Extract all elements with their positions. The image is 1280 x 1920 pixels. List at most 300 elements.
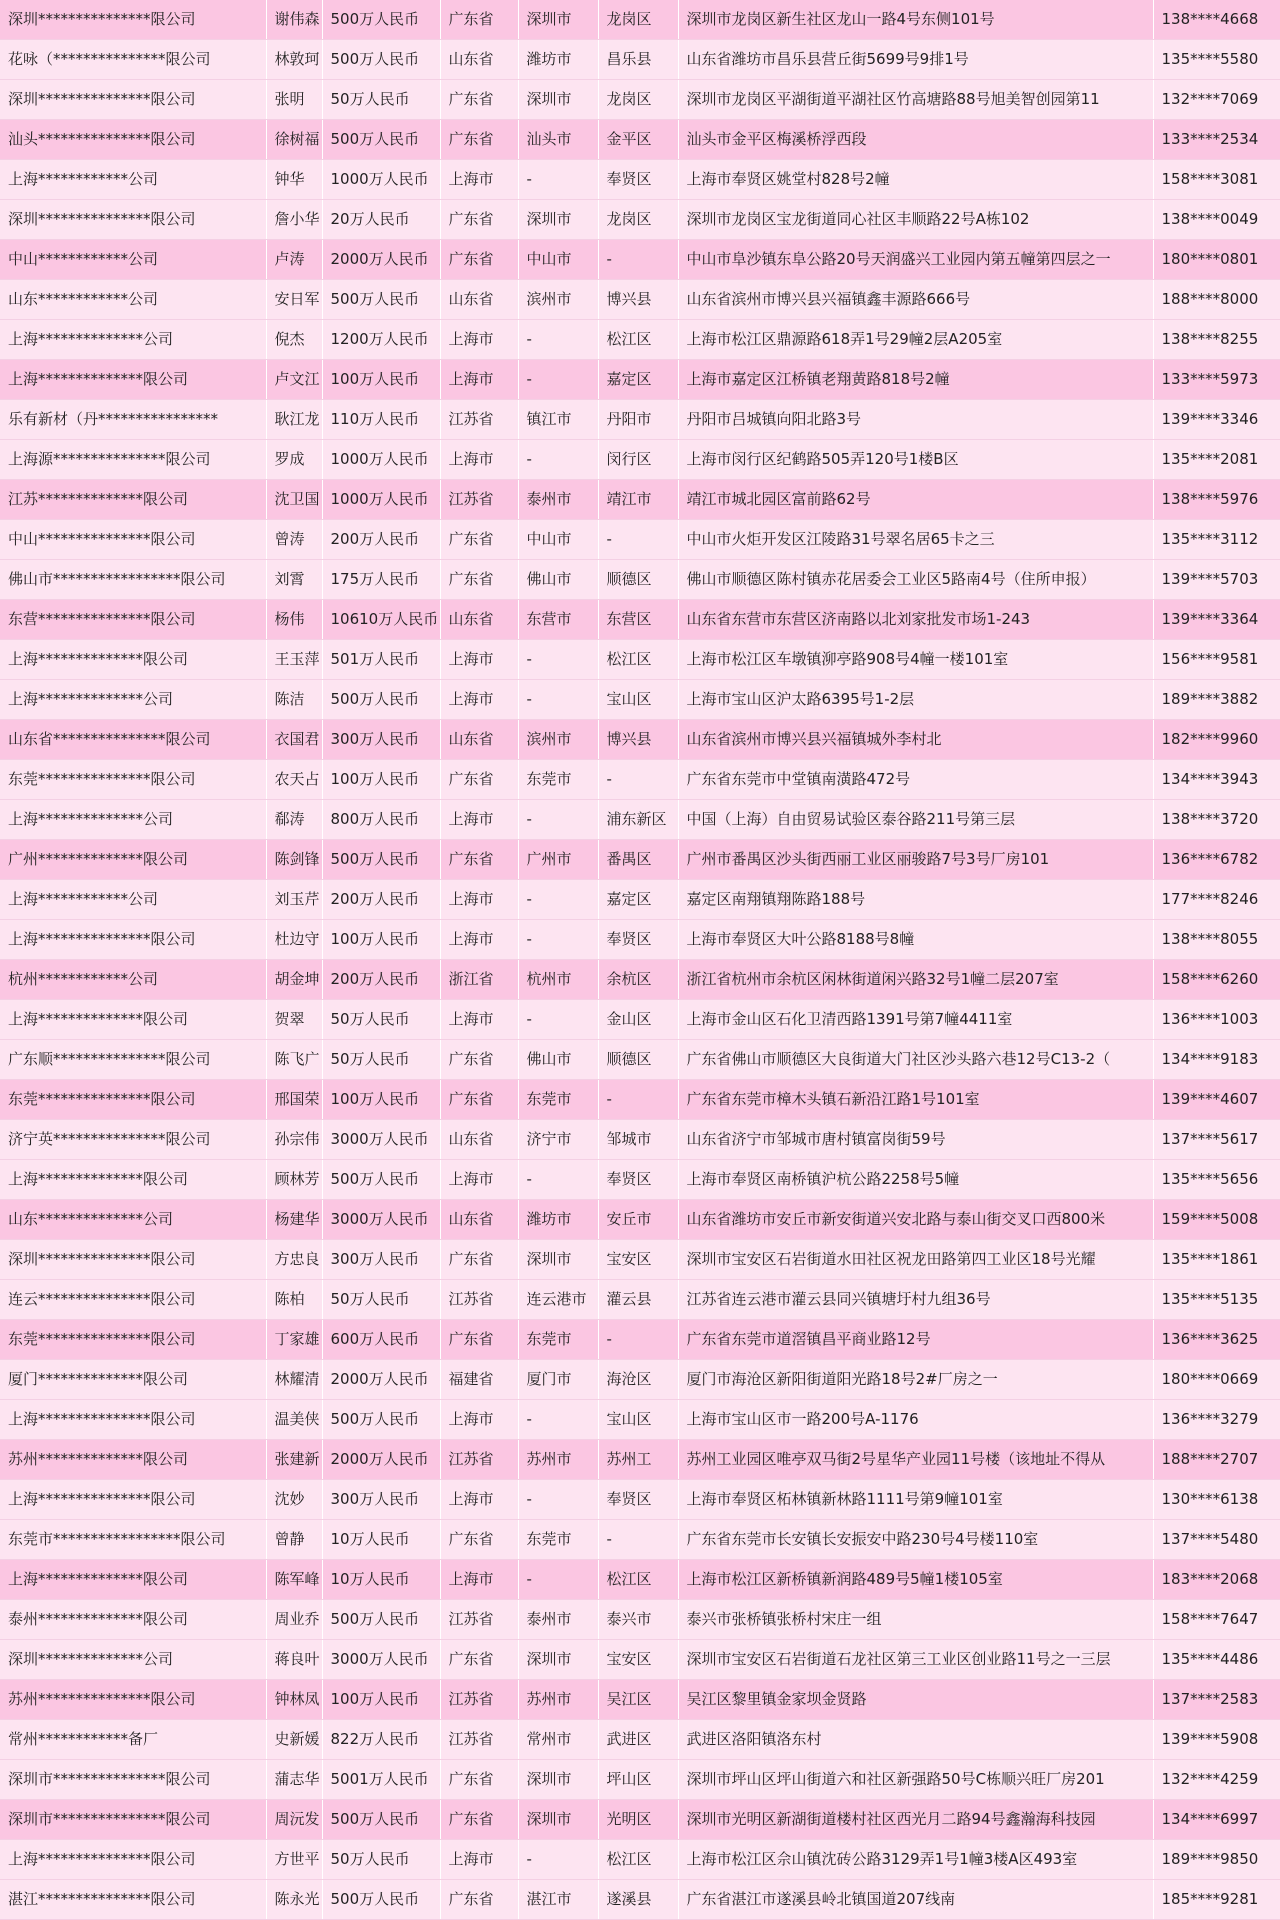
- cell-address: 上海市松江区新桥镇新润路489号5幢1楼105室: [678, 1560, 1153, 1600]
- cell-province: 山东省: [440, 720, 518, 760]
- table-row: [0, 1560, 1280, 1600]
- cell-address: 深圳市龙岗区宝龙街道同心社区丰顺路22号A栋102: [678, 200, 1153, 240]
- cell-district: 吴江区: [598, 1680, 678, 1720]
- cell-person: 陈飞广: [266, 1040, 322, 1080]
- table-row: [0, 240, 1280, 280]
- cell-company: 深圳市***************限公司: [0, 1800, 266, 1840]
- cell-district: -: [598, 240, 678, 280]
- cell-district: 奉贤区: [598, 920, 678, 960]
- cell-city: 泰州市: [518, 1600, 598, 1640]
- cell-address: 深圳市宝安区石岩街道水田社区祝龙田路第四工业区18号光耀: [678, 1240, 1153, 1280]
- cell-province: 广东省: [440, 840, 518, 880]
- cell-person: 周沅发: [266, 1800, 322, 1840]
- cell-person: 詹小华: [266, 200, 322, 240]
- cell-company: 上海**************限公司: [0, 1000, 266, 1040]
- cell-person: 周业乔: [266, 1600, 322, 1640]
- cell-address: 上海市松江区鼎源路618弄1号29幢2层A205室: [678, 320, 1153, 360]
- cell-city: 深圳市: [518, 200, 598, 240]
- cell-person: 刘玉芹: [266, 880, 322, 920]
- cell-city: 深圳市: [518, 0, 598, 40]
- cell-city: 常州市: [518, 1720, 598, 1760]
- cell-person: 杨建华: [266, 1200, 322, 1240]
- cell-city: 东营市: [518, 600, 598, 640]
- table-row: [0, 680, 1280, 720]
- cell-person: 顾林芳: [266, 1160, 322, 1200]
- cell-person: 陈军峰: [266, 1560, 322, 1600]
- cell-capital: 100万人民币: [322, 360, 440, 400]
- cell-city: 济宁市: [518, 1120, 598, 1160]
- cell-city: 潍坊市: [518, 40, 598, 80]
- cell-person: 蒲志华: [266, 1760, 322, 1800]
- cell-phone: 138****3720: [1153, 800, 1280, 840]
- cell-capital: 822万人民币: [322, 1720, 440, 1760]
- cell-capital: 1200万人民币: [322, 320, 440, 360]
- cell-phone: 135****5135: [1153, 1280, 1280, 1320]
- cell-address: 中国（上海）自由贸易试验区泰谷路211号第三层: [678, 800, 1153, 840]
- cell-province: 上海市: [440, 1160, 518, 1200]
- cell-district: 龙岗区: [598, 0, 678, 40]
- cell-company: 上海***************限公司: [0, 920, 266, 960]
- cell-company: 上海**************限公司: [0, 1560, 266, 1600]
- cell-district: 博兴县: [598, 280, 678, 320]
- cell-province: 上海市: [440, 680, 518, 720]
- cell-district: 东营区: [598, 600, 678, 640]
- cell-capital: 1000万人民币: [322, 440, 440, 480]
- cell-address: 广东省东莞市道滘镇昌平商业路12号: [678, 1320, 1153, 1360]
- cell-city: 佛山市: [518, 1040, 598, 1080]
- cell-phone: 138****8055: [1153, 920, 1280, 960]
- cell-province: 江苏省: [440, 1280, 518, 1320]
- cell-person: 张建新: [266, 1440, 322, 1480]
- cell-phone: 135****2081: [1153, 440, 1280, 480]
- cell-address: 广东省佛山市顺德区大良街道大门社区沙头路六巷12号C13-2（: [678, 1040, 1153, 1080]
- cell-company: 连云***************限公司: [0, 1280, 266, 1320]
- cell-address: 广州市番禺区沙头街西丽工业区丽骏路7号3号厂房101: [678, 840, 1153, 880]
- cell-province: 上海市: [440, 1560, 518, 1600]
- cell-person: 邢国荣: [266, 1080, 322, 1120]
- cell-city: 东莞市: [518, 1320, 598, 1360]
- cell-district: 奉贤区: [598, 1160, 678, 1200]
- table-row: [0, 320, 1280, 360]
- cell-province: 上海市: [440, 920, 518, 960]
- cell-city: 连云港市: [518, 1280, 598, 1320]
- cell-province: 广东省: [440, 520, 518, 560]
- table-row: [0, 400, 1280, 440]
- cell-city: 深圳市: [518, 1760, 598, 1800]
- cell-company: 泰州**************限公司: [0, 1600, 266, 1640]
- table-row: [0, 1000, 1280, 1040]
- cell-district: 苏州工: [598, 1440, 678, 1480]
- cell-city: 东莞市: [518, 1520, 598, 1560]
- table-row: [0, 280, 1280, 320]
- cell-capital: 2000万人民币: [322, 1360, 440, 1400]
- cell-phone: 137****5480: [1153, 1520, 1280, 1560]
- cell-address: 山东省潍坊市昌乐县营丘街5699号9排1号: [678, 40, 1153, 80]
- cell-city: 潍坊市: [518, 1200, 598, 1240]
- cell-province: 上海市: [440, 880, 518, 920]
- cell-city: 杭州市: [518, 960, 598, 1000]
- cell-phone: 138****8255: [1153, 320, 1280, 360]
- cell-capital: 175万人民币: [322, 560, 440, 600]
- cell-address: 上海市奉贤区大叶公路8188号8幢: [678, 920, 1153, 960]
- cell-capital: 50万人民币: [322, 1840, 440, 1880]
- cell-district: 邹城市: [598, 1120, 678, 1160]
- cell-district: 余杭区: [598, 960, 678, 1000]
- cell-person: 钟林凤: [266, 1680, 322, 1720]
- cell-address: 苏州工业园区唯亭双马街2号星华产业园11号楼（该地址不得从: [678, 1440, 1153, 1480]
- cell-phone: 180****0669: [1153, 1360, 1280, 1400]
- table-row: [0, 80, 1280, 120]
- cell-phone: 137****2583: [1153, 1680, 1280, 1720]
- cell-address: 上海市奉贤区南桥镇沪杭公路2258号5幢: [678, 1160, 1153, 1200]
- cell-province: 江苏省: [440, 1680, 518, 1720]
- cell-phone: 158****3081: [1153, 160, 1280, 200]
- cell-city: 深圳市: [518, 1800, 598, 1840]
- cell-person: 倪杰: [266, 320, 322, 360]
- cell-company: 厦门**************限公司: [0, 1360, 266, 1400]
- table-row: [0, 1120, 1280, 1160]
- cell-province: 山东省: [440, 1200, 518, 1240]
- cell-person: 方世平: [266, 1840, 322, 1880]
- cell-city: -: [518, 920, 598, 960]
- cell-person: 杜边守: [266, 920, 322, 960]
- cell-district: 武进区: [598, 1720, 678, 1760]
- cell-person: 陈永光: [266, 1880, 322, 1920]
- cell-address: 深圳市坪山区坪山街道六和社区新强路50号C栋顺兴旺厂房201: [678, 1760, 1153, 1800]
- cell-phone: 134****9183: [1153, 1040, 1280, 1080]
- table-row: [0, 1320, 1280, 1360]
- cell-district: 靖江市: [598, 480, 678, 520]
- cell-company: 东莞***************限公司: [0, 1080, 266, 1120]
- cell-city: 佛山市: [518, 560, 598, 600]
- cell-person: 耿江龙: [266, 400, 322, 440]
- cell-city: -: [518, 160, 598, 200]
- cell-phone: 189****9850: [1153, 1840, 1280, 1880]
- cell-phone: 158****7647: [1153, 1600, 1280, 1640]
- cell-city: 深圳市: [518, 1240, 598, 1280]
- cell-company: 苏州**************限公司: [0, 1440, 266, 1480]
- cell-district: 嘉定区: [598, 880, 678, 920]
- cell-phone: 133****2534: [1153, 120, 1280, 160]
- cell-person: 谢伟森: [266, 0, 322, 40]
- cell-capital: 500万人民币: [322, 1600, 440, 1640]
- cell-province: 广东省: [440, 1880, 518, 1920]
- cell-city: 滨州市: [518, 280, 598, 320]
- cell-district: 金山区: [598, 1000, 678, 1040]
- table-row: [0, 1680, 1280, 1720]
- table-row: [0, 520, 1280, 560]
- cell-city: -: [518, 880, 598, 920]
- cell-capital: 500万人民币: [322, 840, 440, 880]
- cell-province: 浙江省: [440, 960, 518, 1000]
- table-row: [0, 560, 1280, 600]
- cell-person: 罗成: [266, 440, 322, 480]
- cell-province: 上海市: [440, 1840, 518, 1880]
- cell-capital: 500万人民币: [322, 120, 440, 160]
- cell-address: 山东省东营市东营区济南路以北刘家批发市场1-243: [678, 600, 1153, 640]
- cell-company: 上海**************限公司: [0, 360, 266, 400]
- cell-capital: 110万人民币: [322, 400, 440, 440]
- cell-phone: 139****3364: [1153, 600, 1280, 640]
- cell-city: 泰州市: [518, 480, 598, 520]
- cell-address: 山东省潍坊市安丘市新安街道兴安北路与泰山街交叉口西800米: [678, 1200, 1153, 1240]
- cell-phone: 158****6260: [1153, 960, 1280, 1000]
- cell-company: 深圳***************限公司: [0, 0, 266, 40]
- cell-district: 闵行区: [598, 440, 678, 480]
- cell-province: 山东省: [440, 280, 518, 320]
- cell-district: -: [598, 760, 678, 800]
- cell-phone: 139****4607: [1153, 1080, 1280, 1120]
- cell-capital: 500万人民币: [322, 40, 440, 80]
- cell-phone: 135****4486: [1153, 1640, 1280, 1680]
- table-row: [0, 200, 1280, 240]
- cell-person: 徐树福: [266, 120, 322, 160]
- cell-city: 厦门市: [518, 1360, 598, 1400]
- cell-phone: 177****8246: [1153, 880, 1280, 920]
- cell-capital: 50万人民币: [322, 80, 440, 120]
- cell-district: 海沧区: [598, 1360, 678, 1400]
- cell-person: 王玉萍: [266, 640, 322, 680]
- cell-province: 广东省: [440, 1760, 518, 1800]
- cell-person: 沈妙: [266, 1480, 322, 1520]
- cell-company: 上海**************限公司: [0, 640, 266, 680]
- cell-address: 嘉定区南翔镇翔陈路188号: [678, 880, 1153, 920]
- table-row: [0, 1760, 1280, 1800]
- table-row: [0, 1880, 1280, 1920]
- cell-person: 钟华: [266, 160, 322, 200]
- cell-province: 上海市: [440, 640, 518, 680]
- cell-company: 东营***************限公司: [0, 600, 266, 640]
- table-row: [0, 840, 1280, 880]
- cell-province: 山东省: [440, 600, 518, 640]
- cell-city: -: [518, 440, 598, 480]
- cell-capital: 2000万人民币: [322, 240, 440, 280]
- cell-district: 顺德区: [598, 560, 678, 600]
- cell-address: 江苏省连云港市灌云县同兴镇塘圩村九组36号: [678, 1280, 1153, 1320]
- cell-address: 广东省湛江市遂溪县岭北镇国道207线南: [678, 1880, 1153, 1920]
- table-row: [0, 1520, 1280, 1560]
- cell-address: 山东省济宁市邹城市唐村镇富岗街59号: [678, 1120, 1153, 1160]
- cell-address: 深圳市龙岗区平湖街道平湖社区竹高塘路88号旭美智创园第11: [678, 80, 1153, 120]
- cell-province: 广东省: [440, 560, 518, 600]
- cell-province: 上海市: [440, 160, 518, 200]
- cell-district: 丹阳市: [598, 400, 678, 440]
- cell-capital: 1000万人民币: [322, 160, 440, 200]
- table-row: [0, 800, 1280, 840]
- cell-address: 广东省东莞市樟木头镇石新沿江路1号101室: [678, 1080, 1153, 1120]
- cell-company: 上海***************限公司: [0, 1840, 266, 1880]
- cell-district: 宝安区: [598, 1240, 678, 1280]
- cell-phone: 139****5908: [1153, 1720, 1280, 1760]
- cell-address: 上海市嘉定区江桥镇老翔黄路818号2幢: [678, 360, 1153, 400]
- cell-address: 丹阳市吕城镇向阳北路3号: [678, 400, 1153, 440]
- cell-city: 滨州市: [518, 720, 598, 760]
- cell-province: 广东省: [440, 200, 518, 240]
- cell-city: 镇江市: [518, 400, 598, 440]
- cell-company: 山东**************公司: [0, 1200, 266, 1240]
- cell-capital: 500万人民币: [322, 1880, 440, 1920]
- cell-address: 武进区洛阳镇洛东村: [678, 1720, 1153, 1760]
- cell-city: -: [518, 1160, 598, 1200]
- table-row: [0, 0, 1280, 40]
- cell-company: 佛山市*****************限公司: [0, 560, 266, 600]
- cell-address: 上海市宝山区沪太路6395号1-2层: [678, 680, 1153, 720]
- cell-capital: 200万人民币: [322, 880, 440, 920]
- cell-company: 东莞***************限公司: [0, 1320, 266, 1360]
- cell-city: 湛江市: [518, 1880, 598, 1920]
- cell-city: 汕头市: [518, 120, 598, 160]
- cell-province: 上海市: [440, 1400, 518, 1440]
- cell-person: 卢涛: [266, 240, 322, 280]
- cell-person: 史新媛: [266, 1720, 322, 1760]
- cell-capital: 200万人民币: [322, 520, 440, 560]
- cell-capital: 10万人民币: [322, 1520, 440, 1560]
- cell-address: 广东省东莞市长安镇长安振安中路230号4号楼110室: [678, 1520, 1153, 1560]
- cell-phone: 136****3625: [1153, 1320, 1280, 1360]
- cell-phone: 136****3279: [1153, 1400, 1280, 1440]
- cell-district: 博兴县: [598, 720, 678, 760]
- table-row: [0, 960, 1280, 1000]
- cell-phone: 136****1003: [1153, 1000, 1280, 1040]
- table-row: [0, 440, 1280, 480]
- cell-address: 山东省滨州市博兴县兴福镇城外李村北: [678, 720, 1153, 760]
- cell-capital: 300万人民币: [322, 720, 440, 760]
- cell-district: 宝山区: [598, 680, 678, 720]
- cell-city: 东莞市: [518, 1080, 598, 1120]
- cell-phone: 138****0049: [1153, 200, 1280, 240]
- cell-province: 山东省: [440, 1120, 518, 1160]
- cell-phone: 189****3882: [1153, 680, 1280, 720]
- cell-company: 广州**************限公司: [0, 840, 266, 880]
- cell-province: 广东省: [440, 1080, 518, 1120]
- cell-company: 汕头***************限公司: [0, 120, 266, 160]
- cell-company: 广东顺***************限公司: [0, 1040, 266, 1080]
- cell-company: 上海**************公司: [0, 800, 266, 840]
- cell-province: 广东省: [440, 80, 518, 120]
- cell-address: 上海市奉贤区姚堂村828号2幢: [678, 160, 1153, 200]
- cell-capital: 500万人民币: [322, 280, 440, 320]
- table-row: [0, 1200, 1280, 1240]
- cell-district: 松江区: [598, 1840, 678, 1880]
- cell-address: 深圳市龙岗区新生社区龙山一路4号东侧101号: [678, 0, 1153, 40]
- cell-phone: 134****6997: [1153, 1800, 1280, 1840]
- cell-district: 龙岗区: [598, 80, 678, 120]
- cell-district: 泰兴市: [598, 1600, 678, 1640]
- cell-district: 奉贤区: [598, 1480, 678, 1520]
- cell-company: 花咏（***************限公司: [0, 40, 266, 80]
- cell-district: 宝山区: [598, 1400, 678, 1440]
- cell-district: 奉贤区: [598, 160, 678, 200]
- cell-province: 上海市: [440, 360, 518, 400]
- cell-address: 厦门市海沧区新阳街道阳光路18号2#厂房之一: [678, 1360, 1153, 1400]
- cell-capital: 500万人民币: [322, 0, 440, 40]
- cell-address: 佛山市顺德区陈村镇赤花居委会工业区5路南4号（住所申报）: [678, 560, 1153, 600]
- cell-province: 江苏省: [440, 1720, 518, 1760]
- table-row: [0, 1240, 1280, 1280]
- cell-company: 上海源***************限公司: [0, 440, 266, 480]
- cell-phone: 139****5703: [1153, 560, 1280, 600]
- cell-phone: 159****5008: [1153, 1200, 1280, 1240]
- cell-company: 深圳市***************限公司: [0, 1760, 266, 1800]
- cell-province: 广东省: [440, 1240, 518, 1280]
- cell-district: 遂溪县: [598, 1880, 678, 1920]
- cell-company: 上海***************限公司: [0, 1400, 266, 1440]
- cell-capital: 100万人民币: [322, 1080, 440, 1120]
- cell-phone: 135****1861: [1153, 1240, 1280, 1280]
- cell-district: 龙岗区: [598, 200, 678, 240]
- cell-address: 上海市闵行区纪鹤路505弄120号1楼B区: [678, 440, 1153, 480]
- cell-province: 上海市: [440, 1000, 518, 1040]
- cell-person: 张明: [266, 80, 322, 120]
- cell-capital: 300万人民币: [322, 1240, 440, 1280]
- cell-phone: 132****7069: [1153, 80, 1280, 120]
- table-row: [0, 480, 1280, 520]
- cell-address: 上海市宝山区市一路200号A-1176: [678, 1400, 1153, 1440]
- cell-capital: 300万人民币: [322, 1480, 440, 1520]
- cell-city: -: [518, 320, 598, 360]
- cell-district: 昌乐县: [598, 40, 678, 80]
- cell-person: 温美侠: [266, 1400, 322, 1440]
- cell-capital: 50万人民币: [322, 1040, 440, 1080]
- cell-company: 中山***************限公司: [0, 520, 266, 560]
- table-row: [0, 720, 1280, 760]
- cell-province: 江苏省: [440, 1440, 518, 1480]
- table-row: [0, 1480, 1280, 1520]
- cell-address: 浙江省杭州市余杭区闲林街道闲兴路32号1幢二层207室: [678, 960, 1153, 1000]
- cell-city: 中山市: [518, 520, 598, 560]
- cell-city: 中山市: [518, 240, 598, 280]
- cell-address: 上海市松江区车墩镇泖亭路908号4幢一楼101室: [678, 640, 1153, 680]
- table-row: [0, 1160, 1280, 1200]
- cell-capital: 800万人民币: [322, 800, 440, 840]
- cell-person: 衣国君: [266, 720, 322, 760]
- cell-phone: 138****4668: [1153, 0, 1280, 40]
- cell-person: 杨伟: [266, 600, 322, 640]
- cell-phone: 185****9281: [1153, 1880, 1280, 1920]
- cell-district: 松江区: [598, 640, 678, 680]
- cell-capital: 600万人民币: [322, 1320, 440, 1360]
- cell-capital: 10万人民币: [322, 1560, 440, 1600]
- table-row: [0, 1040, 1280, 1080]
- cell-city: -: [518, 1400, 598, 1440]
- table-row: [0, 40, 1280, 80]
- cell-person: 林敦珂: [266, 40, 322, 80]
- cell-company: 上海**************限公司: [0, 1160, 266, 1200]
- cell-person: 丁家雄: [266, 1320, 322, 1360]
- table-row: [0, 1360, 1280, 1400]
- cell-capital: 1000万人民币: [322, 480, 440, 520]
- cell-city: -: [518, 360, 598, 400]
- cell-person: 孙宗伟: [266, 1120, 322, 1160]
- cell-phone: 133****5973: [1153, 360, 1280, 400]
- cell-person: 陈剑锋: [266, 840, 322, 880]
- cell-phone: 156****9581: [1153, 640, 1280, 680]
- cell-phone: 132****4259: [1153, 1760, 1280, 1800]
- table-row: [0, 120, 1280, 160]
- cell-province: 江苏省: [440, 480, 518, 520]
- cell-province: 广东省: [440, 1520, 518, 1560]
- cell-district: 嘉定区: [598, 360, 678, 400]
- table-row: [0, 600, 1280, 640]
- cell-province: 广东省: [440, 1640, 518, 1680]
- cell-company: 常州************备厂: [0, 1720, 266, 1760]
- cell-capital: 10610万人民币: [322, 600, 440, 640]
- cell-district: 金平区: [598, 120, 678, 160]
- cell-district: -: [598, 1320, 678, 1360]
- table-row: [0, 920, 1280, 960]
- cell-phone: 188****8000: [1153, 280, 1280, 320]
- cell-company: 深圳***************限公司: [0, 200, 266, 240]
